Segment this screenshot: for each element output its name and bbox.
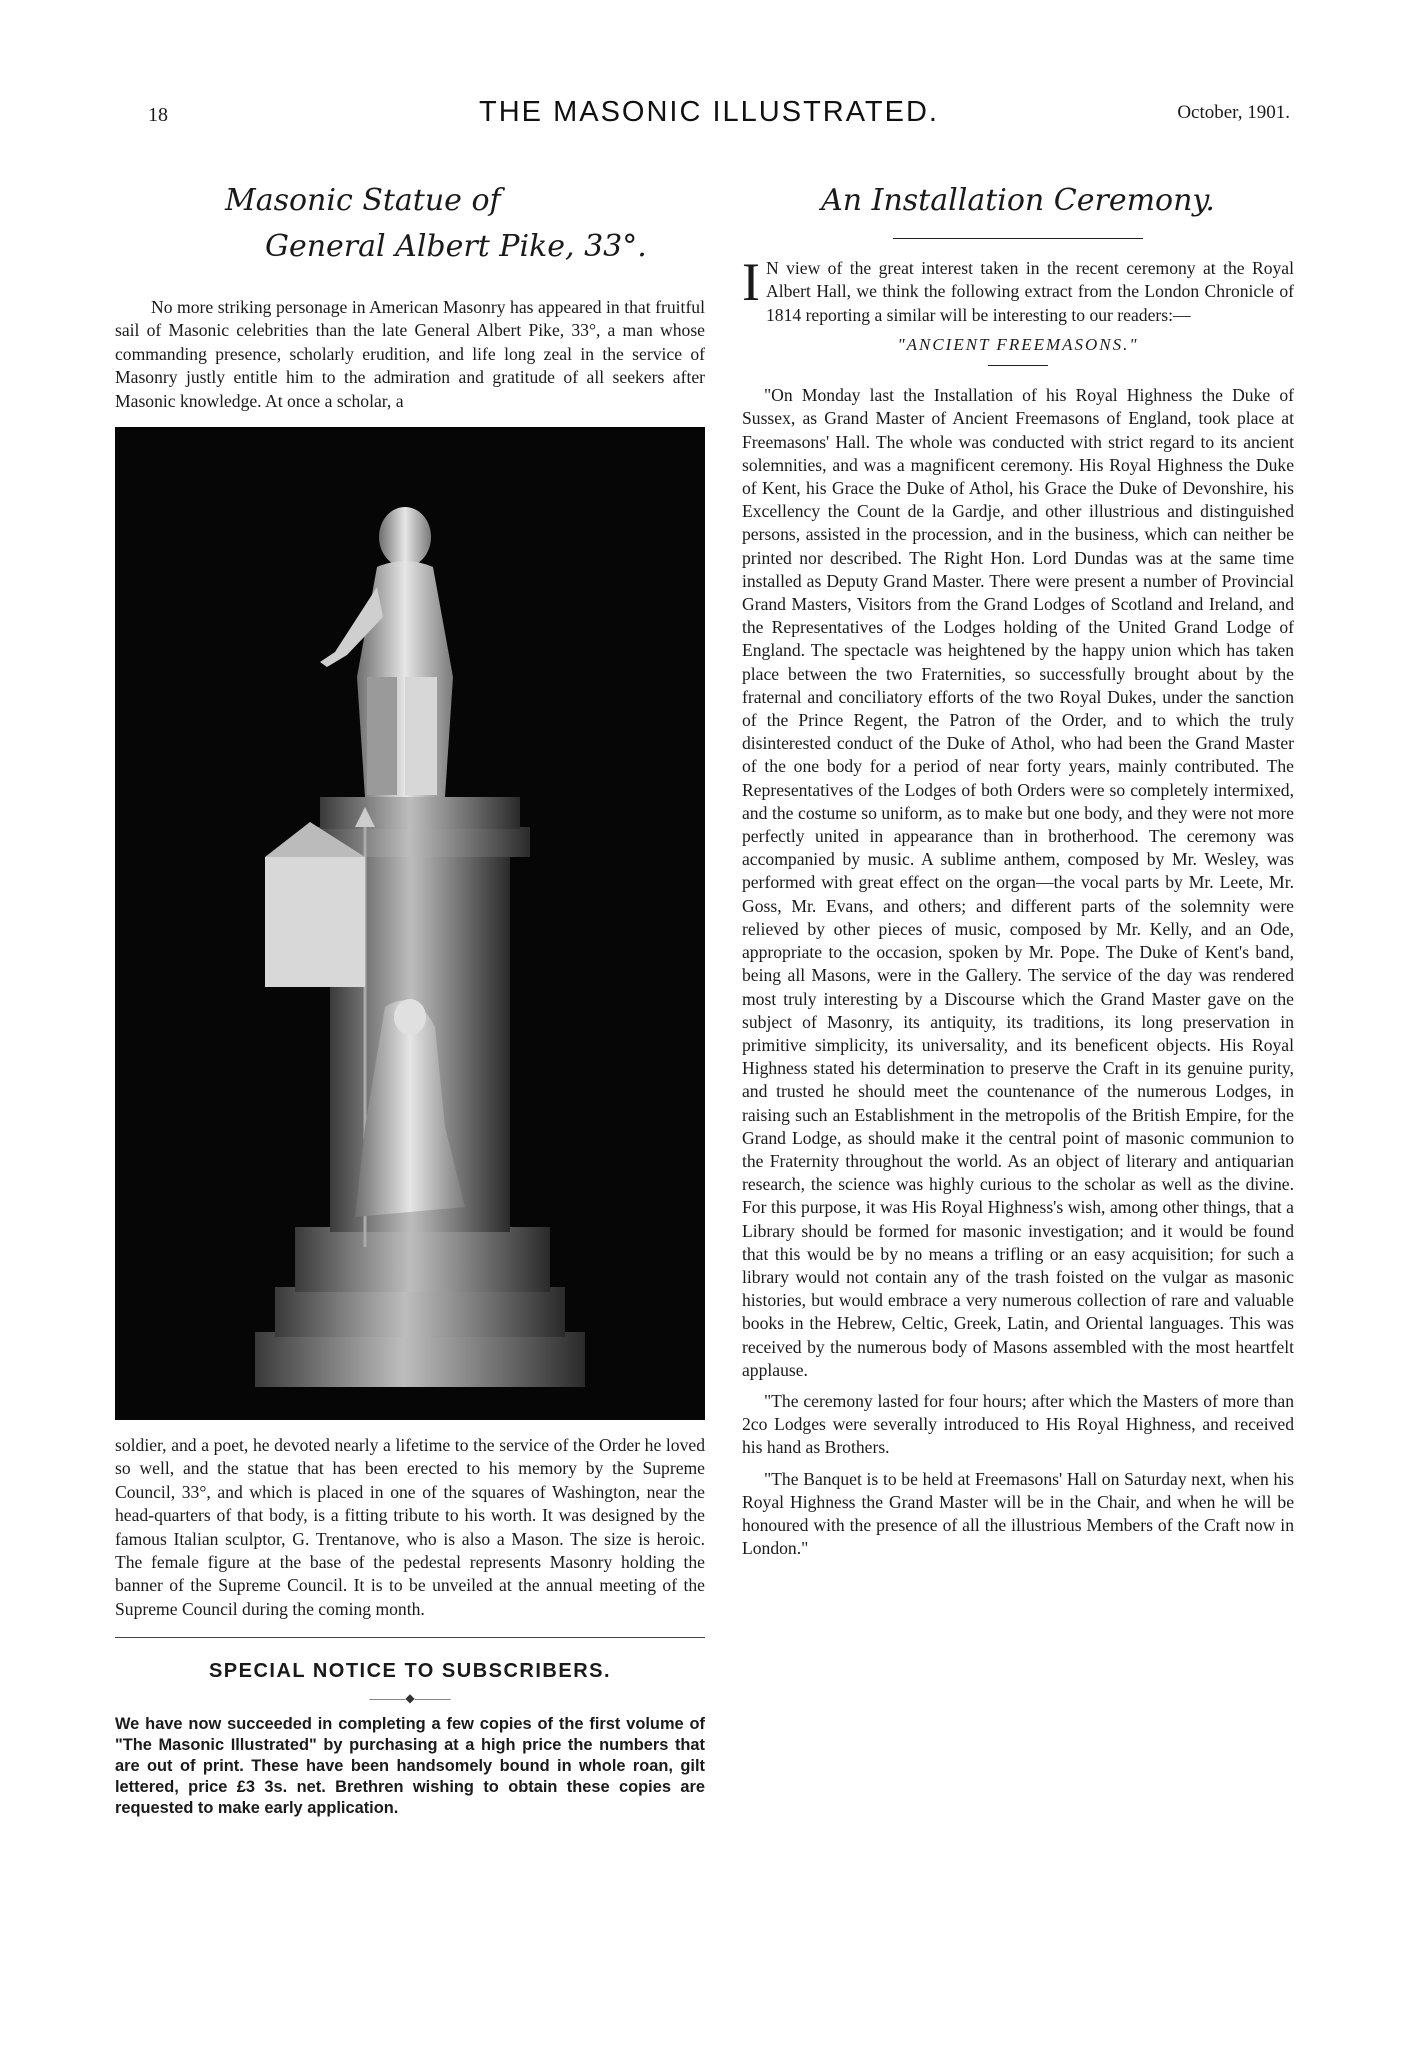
pedestal-top — [320, 797, 520, 829]
page-header — [0, 96, 1418, 140]
pedestal-base-step — [255, 1332, 585, 1387]
right-article-para2: "The ceremony lasted for four hours; after which the Masters of more than 2co Lodges were severally introduced to His Royal Highness, and received his hand as Brothers. — [742, 1390, 1294, 1458]
statue-head — [379, 507, 431, 567]
right-column — [742, 178, 1294, 1568]
left-title-line1: Masonic Statue of — [225, 183, 501, 218]
page-number: 18 — [148, 104, 168, 126]
notice-text: We have now succeeded in completing a few copies of the first volume of "The Masonic Illustrated" by purchasing at a high price the numbers that are out of print. These have been handsomely bound in whole roan, gilt lettered, price £3 3s. net. Brethren wishing to obtain these copies are requested to make early application. — [115, 1715, 705, 1818]
left-column — [115, 178, 705, 1819]
masthead: THE MASONIC ILLUSTRATED. — [479, 96, 939, 128]
ornament-divider: ———◆——— — [369, 1691, 451, 1706]
intro-text: N view of the great interest taken in the recent ceremony at the Royal Albert Hall, we think the following extract from the London Chronicle of 1814 reporting a similar will be interesting to our readers:— — [765, 258, 1294, 325]
left-article-para1: No more striking personage in American Masonry has appeared in that fruitful sail of Masonic celebrities than the late General Albert Pike, 33°, a man whose commanding presence, scholarly erudition, and life long zeal in the service of Masonry justly entitle him to the admiration and gratitude of all seekers after Masonic knowledge. At once a scholar, a — [115, 297, 705, 411]
issue-date: October, 1901. — [1177, 102, 1290, 123]
left-article-title — [115, 178, 705, 270]
right-article-para3: "The Banquet is to be held at Freemasons' Hall on Saturday next, when his Royal Highness the Grand Master will be in the Chair, and when he will be honoured with the presence of all the illustrious Members of the Craft now in London." — [742, 1468, 1294, 1559]
right-article-para1: "On Monday last the Installation of his Royal Highness the Duke of Sussex, as Grand Master of Ancient Freemasons of England, took place at Freemasons' Hall. The whole was conducted with strict regard to its ancient solemnities, and was a magnificent ceremony. His Royal Highness the Duke of Kent, his Grace the Duke of Athol, his Grace the Duke of Devonshire, his Excellency the Count de la Gardje, and other illustrious and distinguished persons, assisted in the procession, and in the business, which can neither be printed nor described. The Right Hon. Lord Dundas was at the same time installed as Deputy Grand Master. There were present a number of Provincial Grand Masters, Visitors from the Grand Lodges of Scotland and Ireland, and the Representatives of the Lodges holding of the United Grand Lodge of England. The spectacle was heightened by the happy union which has taken place between the two Fraternities, so successfully brought about by the fraternal and conciliatory efforts of the two Royal Dukes, under the sanction of the Prince Regent, the Patron of the Order, and to which the truly disinterested conduct of the Duke of Athol, who had been the Grand Master of the one body for a period of near forty years, mainly contributed. The Representatives of the Lodges of both Orders were so completely intermixed, and the costume so uniform, as to make but one body, and they were not more perfectly united in appearance than in brotherhood. The ceremony was accompanied by music. A sublime anthem, composed by Mr. Wesley, was performed with great effect on the organ—the vocal parts by Mr. Leete, Mr. Goss, Mr. Evans, and others; and different parts of the solemnity were relieved by other pieces of music, composed by Mr. Kelly, and an Ode, appropriate to the occasion, spoken by Mr. Pope. The Duke of Kent's band, being all Masons, were in the Gallery. The service of the day was rendered most truly interesting by a Discourse which the Grand Master gave on the subject of Masonry, its antiquity, its traditions, its long preservation in primitive simplicity, its universality, and its beneficent objects. His Royal Highness stated his determination to preserve the Craft in its genuine purity, and trusted he should meet the countenance of the numerous Lodges, in raising such an Establishment in the metropolis of the British Empire, for the Grand Lodge, as should make it the central point of masonic communion to the Fraternity throughout the world. As an object of literary and antiquarian research, the science was highly curious to the scholar as well as the divine. For this purpose, it was His Royal Highness's wish, among other things, that a Library should be formed for masonic investigation; and it would be found that this would be by no means a trifling or an easy acquisition; for such a library would not contain any of the trash foisted on the vulgar as masonic histories, but would embrace a very numerous collection of rare and valuable books in the Hebrew, Celtic, Greek, Latin, and Oriental languages. This was received by the numerous body of Masons assembled with the most heartfelt applause. — [742, 385, 1294, 1380]
left-title-line2: General Albert Pike, 33°. — [265, 229, 647, 264]
subheading: "ANCIENT FREEMASONS." — [897, 335, 1139, 355]
pedestal-mid-step — [275, 1287, 565, 1337]
notice-title: SPECIAL NOTICE TO SUBSCRIBERS. — [208, 1660, 612, 1683]
left-article-para2: soldier, and a poet, he devoted nearly a lifetime to the service of the Order he loved so well, and the statue that has been erected to his memory by the Supreme Council, 33°, and which is placed in one of the squares of Washington, near the head-quarters of that body, is a fitting tribute to his worth. It was designed by the famous Italian sculptor, G. Trentanove, who is also a Mason. The size is heroic. The female figure at the base of the pedestal represents Masonry holding the banner of the Supreme Council. It is to be unveiled at the annual meeting of the Supreme Council during the coming month. — [115, 1435, 705, 1619]
drop-cap: I — [742, 252, 760, 312]
statue-photograph — [115, 427, 705, 1420]
section-divider — [115, 1637, 705, 1638]
pedestal-upper-step — [295, 1227, 550, 1292]
intro-paragraph — [742, 252, 1294, 327]
banner — [265, 857, 365, 987]
right-article-title: An Installation Ceremony. — [821, 183, 1215, 218]
subhead-rule — [988, 365, 1048, 366]
statue-illustration — [115, 427, 705, 1420]
